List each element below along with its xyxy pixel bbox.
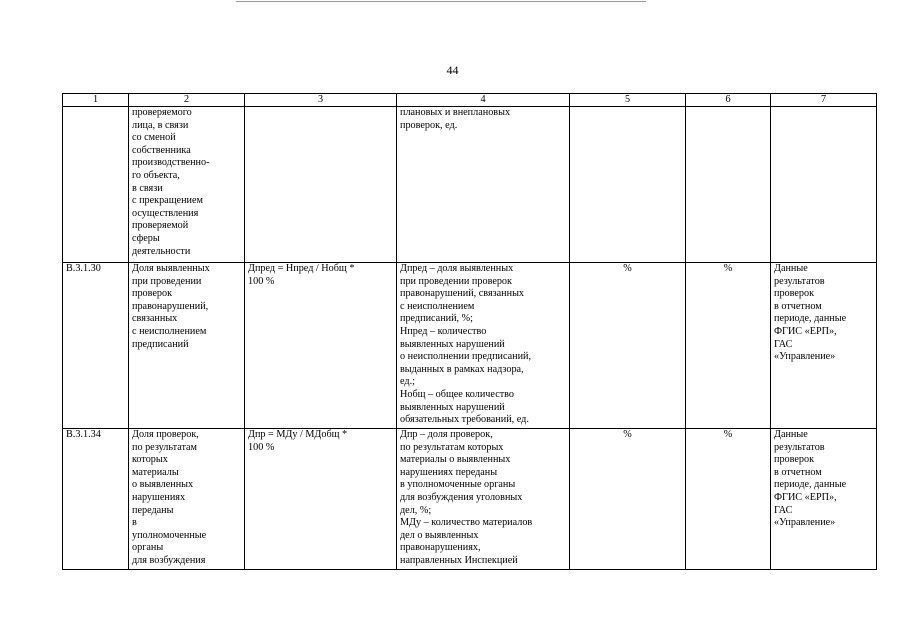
indicators-table: [62, 93, 877, 570]
column-header: 3: [245, 94, 397, 107]
indicator-source: Данные результатов проверок в отчетном периоде, данные ФГИС «ЕРП», ГАС «Управление»: [771, 429, 877, 570]
column-header: 4: [397, 94, 570, 107]
indicator-formula: Дпр = МДу / МДобщ * 100 %: [245, 429, 397, 570]
indicator-description: Дпред – доля выявленных при проведении проверок правонарушений, связанных с неисполнением предписаний, %; Нпред – количество выявленных нарушений о неисполнении предписаний, выданных в рамках надзора, ед.; Нобщ – общее количество выявленных нарушений обязательных требований, ед.: [397, 263, 570, 429]
indicator-code: В.3.1.30: [63, 263, 129, 429]
indicator-unit: %: [686, 429, 771, 570]
page-number: 44: [446, 63, 459, 77]
table-row: [63, 107, 877, 263]
indicator-formula: Дпред = Нпред / Нобщ * 100 %: [245, 263, 397, 429]
indicator-unit: %: [570, 263, 686, 429]
table-row: [63, 263, 877, 429]
indicator-name: проверяемого лица, в связи со сменой собственника производственно- го объекта, в связи с прекращением осуществления проверяемой сферы деятельности: [129, 107, 245, 263]
indicator-description: плановых и внеплановых проверок, ед.: [397, 107, 570, 263]
indicator-unit: [570, 107, 686, 263]
indicator-source: [771, 107, 877, 263]
indicator-name: Доля выявленных при проведении проверок правонарушений, связанных с неисполнением предписаний: [129, 263, 245, 429]
indicator-code: [63, 107, 129, 263]
indicator-unit: %: [570, 429, 686, 570]
indicator-unit: [686, 107, 771, 263]
indicator-description: Дпр – доля проверок, по результатам которых материалы о выявленных нарушениях переданы в уполномоченные органы для возбуждения уголовных дел, %; МДу – количество материалов дел о выявленных правонарушениях, направленных Инспекцией: [397, 429, 570, 570]
indicator-name: Доля проверок, по результатам которых материалы о выявленных нарушениях переданы в уполномоченные органы для возбуждения: [129, 429, 245, 570]
indicator-code: В.3.1.34: [63, 429, 129, 570]
scan-top-rule: [236, 1, 646, 2]
indicator-source: Данные результатов проверок в отчетном периоде, данные ФГИС «ЕРП», ГАС «Управление»: [771, 263, 877, 429]
column-header: 2: [129, 94, 245, 107]
column-header: 6: [686, 94, 771, 107]
indicator-formula: [245, 107, 397, 263]
column-number-row: [63, 94, 877, 107]
column-header: 1: [63, 94, 129, 107]
indicator-unit: %: [686, 263, 771, 429]
column-header: 5: [570, 94, 686, 107]
table-row: [63, 429, 877, 570]
column-header: 7: [771, 94, 877, 107]
